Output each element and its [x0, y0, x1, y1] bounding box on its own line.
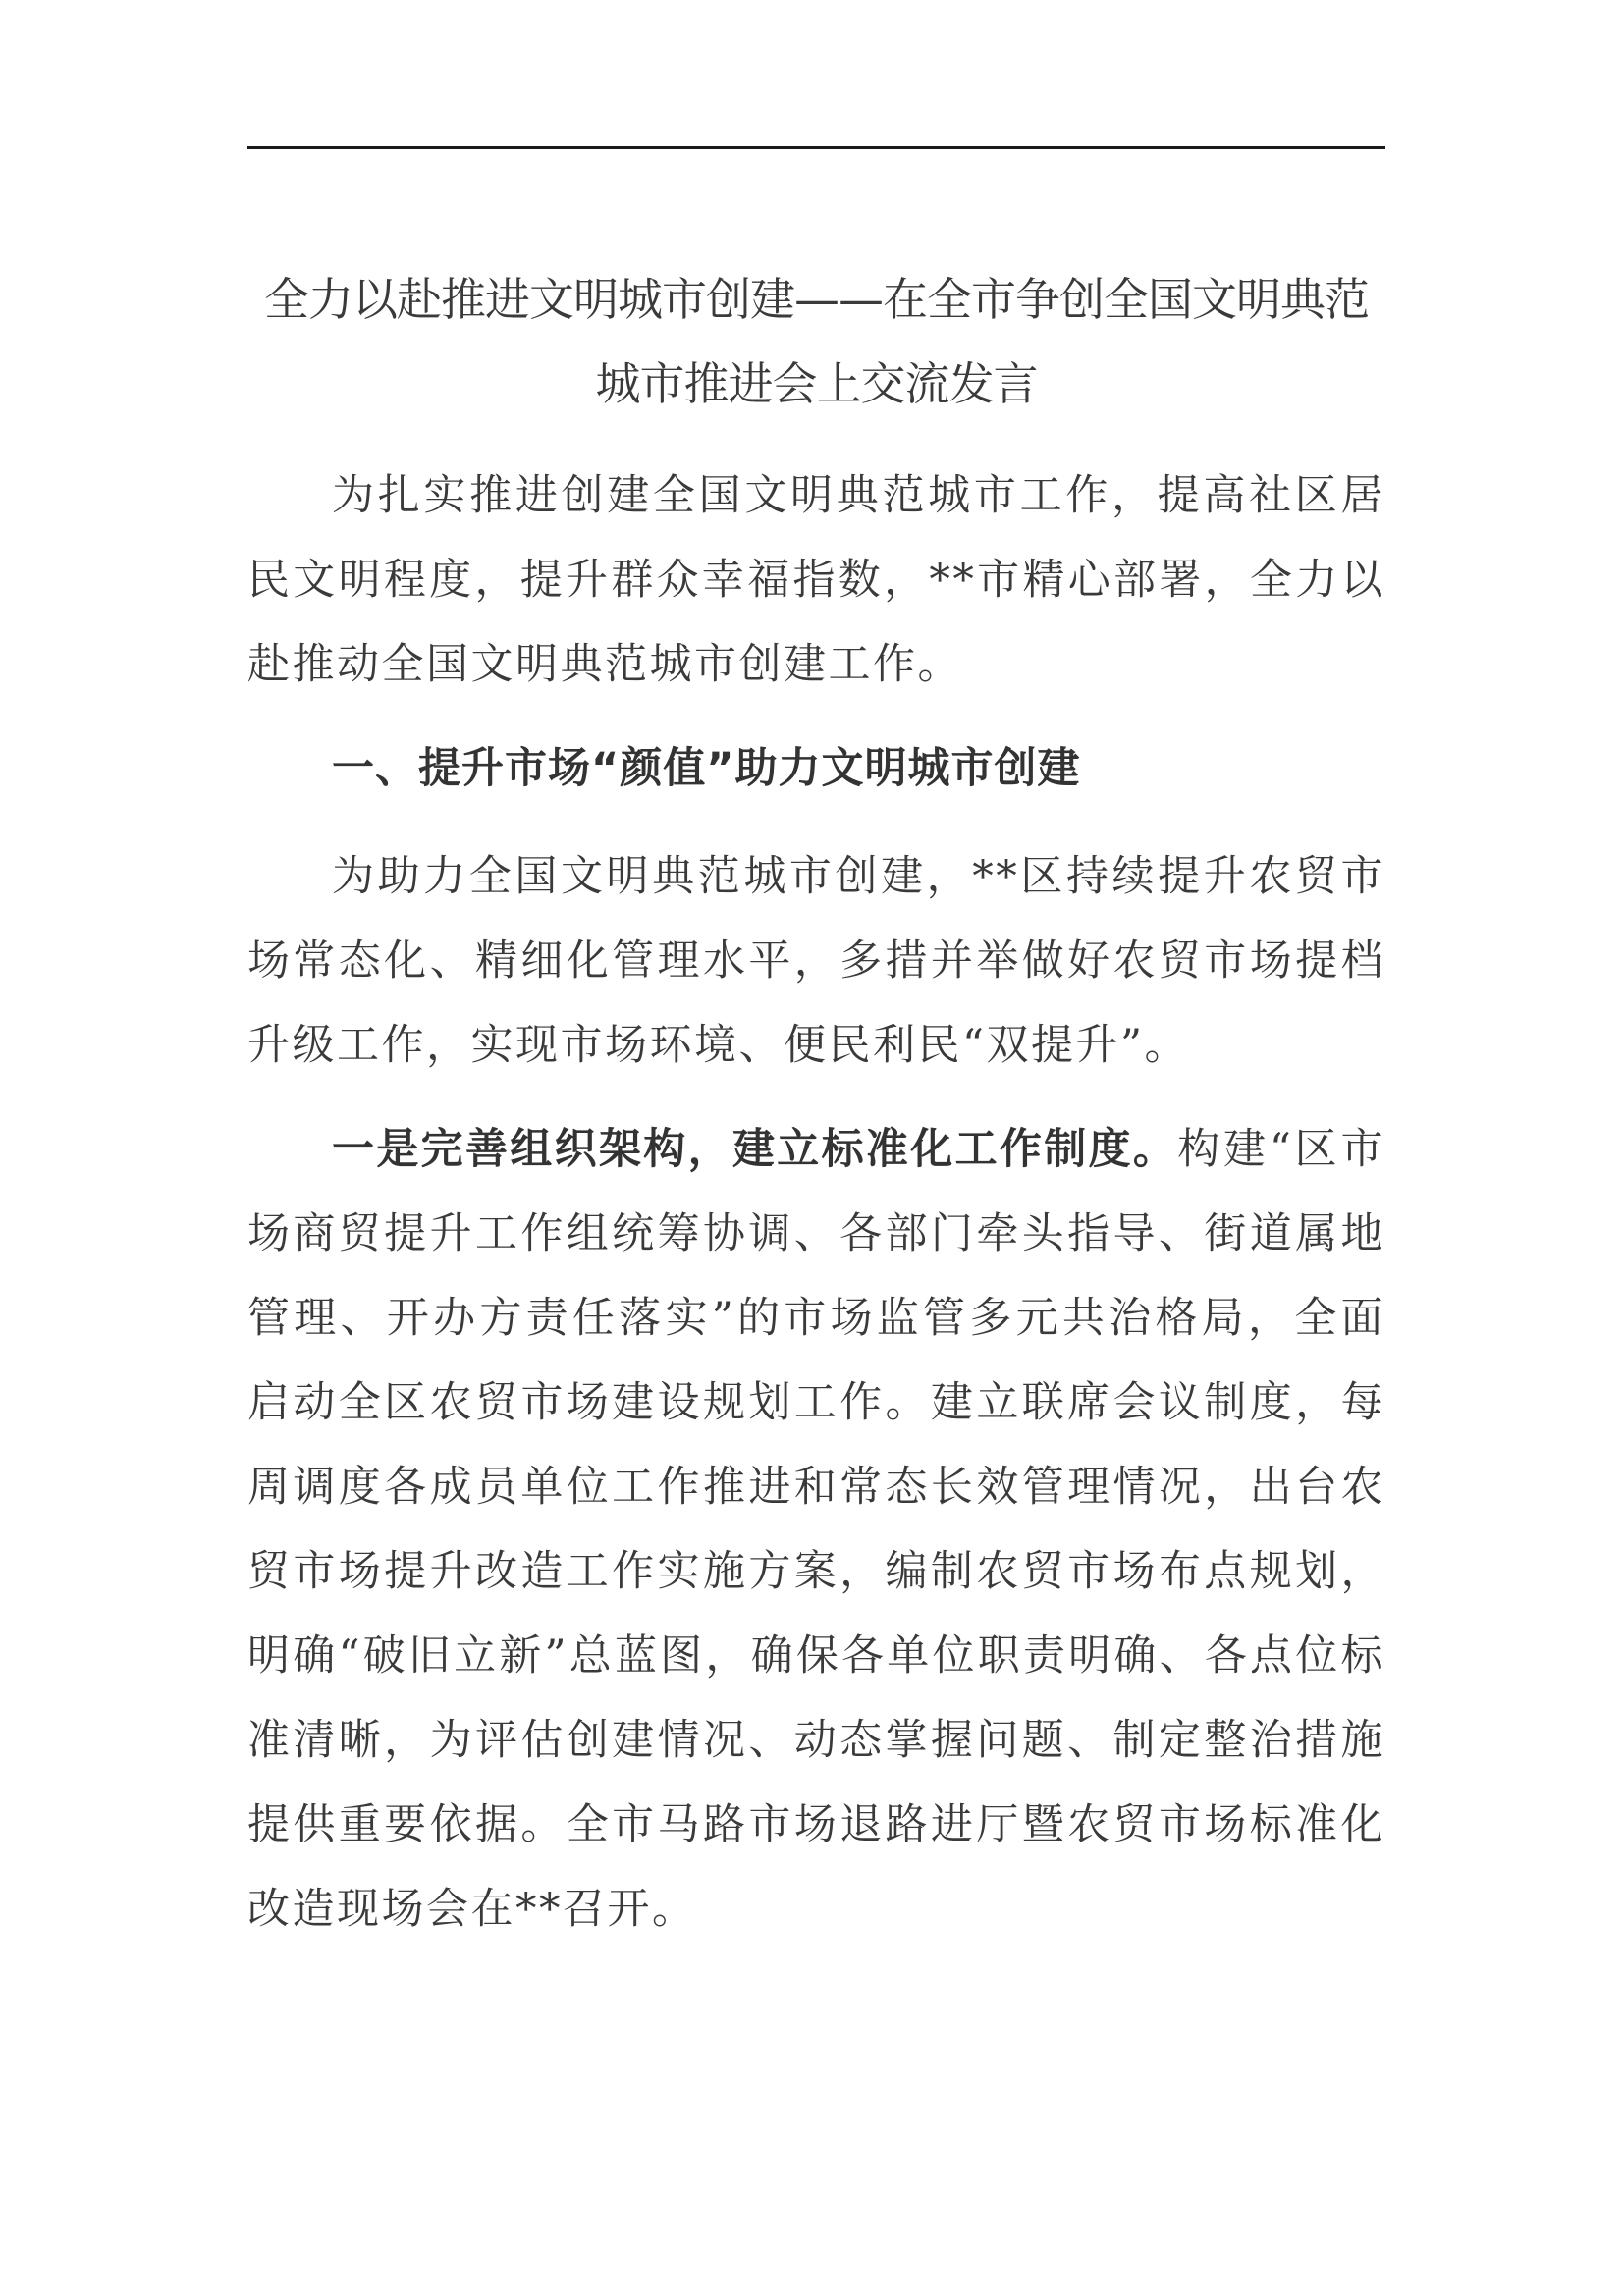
item-1-paragraph	[247, 1107, 1385, 1951]
item-1-body: 构建“区市场商贸提升工作组统筹协调、各部门牵头指导、街道属地管理、开办方责任落实”的市场监管多元共治格局，全面启动全区农贸市场建设规划工作。建立联席会议制度，每周调度各成员单位工作推进和常态长效管理情况，出台农贸市场提升改造工作实施方案，编制农贸市场布点规划，明确“破旧立新”总蓝图，确保各单位职责明确、各点位标准清晰，为评估创建情况、动态掌握问题、制定整治措施提供重要依据。全市马路市场退路进厅暨农贸市场标准化改造现场会在**召开。	[247, 1125, 1386, 1934]
item-1-lead: 一是完善组织架构，建立标准化工作制度。	[332, 1125, 1178, 1174]
title-line-2: 城市推进会上交流发言	[595, 357, 1038, 410]
section-heading-1: 一、提升市场“颜值”助力文明城市创建	[332, 744, 1081, 793]
document-title	[247, 257, 1385, 426]
section-1-paragraph: 为助力全国文明典范城市创建，**区持续提升农贸市场常态化、精细化管理水平，多措并举做好农贸市场提档升级工作，实现市场环境、便民利民“双提升”。	[247, 852, 1385, 1070]
header-rule	[247, 146, 1385, 149]
title-line-1: 全力以赴推进文明城市创建——在全市争创全国文明典范	[264, 273, 1369, 326]
intro-paragraph: 为扎实推进创建全国文明典范城市工作，提高社区居民文明程度，提升群众幸福指数，**市精心部署，全力以赴推动全国文明典范城市创建工作。	[247, 471, 1385, 689]
